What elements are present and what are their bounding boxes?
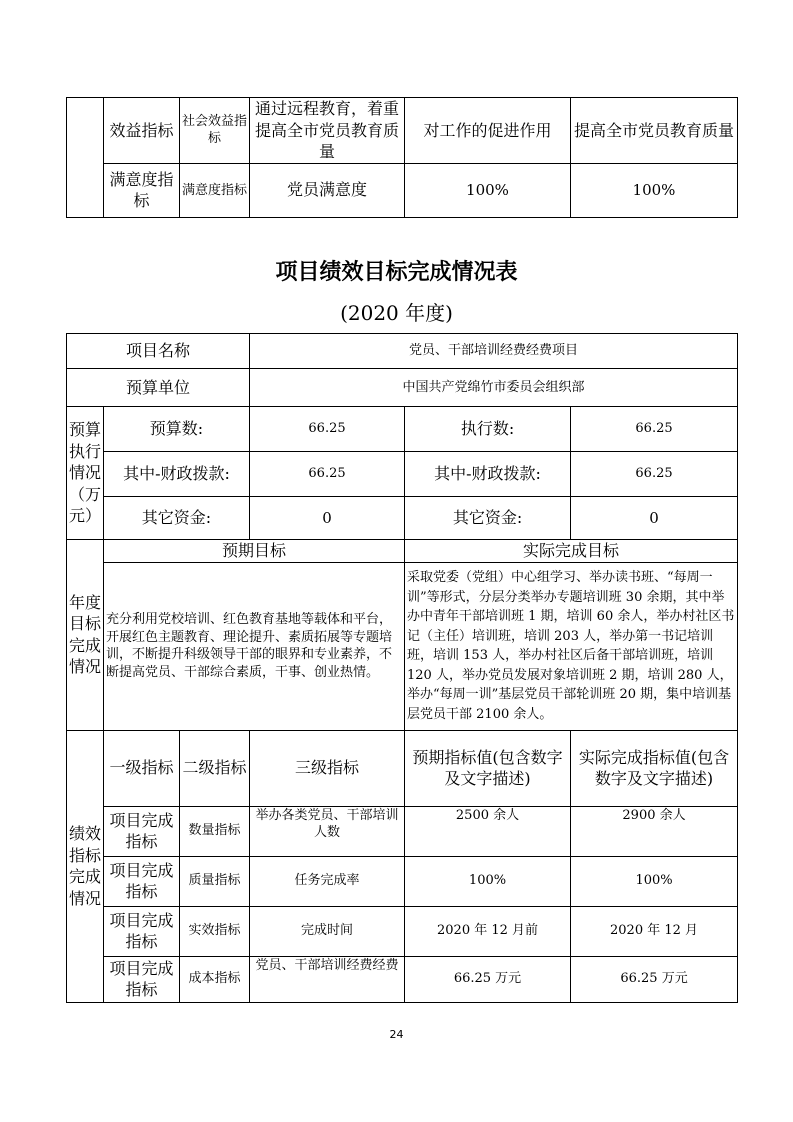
level2-cell: 质量指标 [180, 856, 250, 906]
expected-goal-header: 预期目标 [104, 540, 405, 563]
level2-cell: 满意度指标 [180, 163, 250, 217]
level3-cell: 党员满意度 [250, 163, 405, 217]
page-title: 项目绩效目标完成情况表 [275, 259, 518, 285]
actual-cell: 100% [571, 856, 738, 906]
level2-cell: 社会效益指标 [180, 98, 250, 164]
table-row [67, 98, 738, 164]
budget-unit-label: 预算单位 [67, 369, 250, 407]
page-subtitle: (2020 年度) [340, 301, 453, 325]
level1-cell: 项目完成指标 [104, 856, 180, 906]
table-row [67, 452, 738, 497]
table-row [67, 806, 738, 856]
level3-cell: 举办各类党员、干部培训人数 [250, 806, 405, 856]
level1-cell: 效益指标 [104, 98, 180, 164]
header-level2: 二级指标 [180, 730, 250, 806]
actual-cell: 100% [571, 163, 738, 217]
table-row [67, 163, 738, 217]
table-row [67, 856, 738, 906]
level3-cell: 通过远程教育，着重提高全市党员教育质量 [250, 98, 405, 164]
actual-cell: 提高全市党员教育质量 [571, 98, 738, 164]
budget-value: 66.25 [250, 407, 405, 452]
table-row [67, 407, 738, 452]
budget-unit-value: 中国共产党绵竹市委员会组织部 [250, 369, 738, 407]
level3-cell: 党员、干部培训经费经费 [250, 956, 405, 1002]
executed-other-value: 0 [571, 497, 738, 540]
executed-value: 66.25 [571, 407, 738, 452]
level1-cell: 项目完成指标 [104, 956, 180, 1002]
executed-fiscal-label: 其中-财政拨款: [405, 452, 571, 497]
table-row [67, 562, 738, 730]
actual-cell: 66.25 万元 [571, 956, 738, 1002]
budget-other-label: 其它资金: [104, 497, 250, 540]
budget-label: 预算数: [104, 407, 250, 452]
level2-cell: 实效指标 [180, 906, 250, 956]
performance-table [66, 333, 738, 1003]
level3-cell: 完成时间 [250, 906, 405, 956]
expected-cell: 100% [405, 856, 571, 906]
expected-cell: 66.25 万元 [405, 956, 571, 1002]
table-row [67, 334, 738, 369]
executed-other-label: 其它资金: [405, 497, 571, 540]
executed-label: 执行数: [405, 407, 571, 452]
annual-section-label: 年度目标完成情况 [67, 540, 104, 731]
blank-cell [67, 98, 104, 218]
expected-cell: 100% [405, 163, 571, 217]
expected-cell: 2500 余人 [405, 806, 571, 856]
actual-goal-header: 实际完成目标 [405, 540, 738, 563]
level2-cell: 数量指标 [180, 806, 250, 856]
level2-cell: 成本指标 [180, 956, 250, 1002]
level1-cell: 满意度指标 [104, 163, 180, 217]
expected-cell: 2020 年 12 月前 [405, 906, 571, 956]
project-name-label: 项目名称 [67, 334, 250, 369]
executed-fiscal-value: 66.25 [571, 452, 738, 497]
budget-fiscal-label: 其中-财政拨款: [104, 452, 250, 497]
table-row [67, 497, 738, 540]
level1-cell: 项目完成指标 [104, 906, 180, 956]
actual-goal-text: 采取党委（党组）中心组学习、举办读书班、“每周一训”等形式，分层分类举办专题培训班 30 余期，其中举办中青年干部培训班 1 期，培训 60 余人，举办村社区书记（主任）培训班，培训 203 人，举办第一书记培训班，培训 153 人，举办村社区后备干部培训班，培训 120 人，举办党员发展对象培训班 2 期，培训 280 人，举办“每周一训”基层党员干部轮训班 20 期，集中培训基层党员干部 2100 余人。 [405, 562, 738, 730]
header-level1: 一级指标 [104, 730, 180, 806]
expected-cell: 对工作的促进作用 [405, 98, 571, 164]
header-level3: 三级指标 [250, 730, 405, 806]
header-actual: 实际完成指标值(包含数字及文字描述) [571, 730, 738, 806]
table-row [67, 956, 738, 1002]
continuation-table [66, 97, 738, 218]
expected-goal-text: 充分利用党校培训、红色教育基地等载体和平台，开展红色主题教育、理论提升、素质拓展等专题培训，不断提升科级领导干部的眼界和专业素养，不断提高党员、干部综合素质，干事、创业热情。 [104, 562, 405, 730]
budget-section-label: 预算执行情况（万元） [67, 407, 104, 540]
budget-fiscal-value: 66.25 [250, 452, 405, 497]
actual-cell: 2020 年 12 月 [571, 906, 738, 956]
header-expected: 预期指标值(包含数字及文字描述) [405, 730, 571, 806]
level3-cell: 任务完成率 [250, 856, 405, 906]
actual-cell: 2900 余人 [571, 806, 738, 856]
budget-other-value: 0 [250, 497, 405, 540]
level1-cell: 项目完成指标 [104, 806, 180, 856]
performance-section-label: 绩效指标完成情况 [67, 730, 104, 1002]
table-row [67, 730, 738, 806]
table-row [67, 906, 738, 956]
project-name-value: 党员、干部培训经费经费项目 [250, 334, 738, 369]
page-number: 24 [389, 1028, 404, 1041]
table-row [67, 369, 738, 407]
table-row [67, 540, 738, 563]
